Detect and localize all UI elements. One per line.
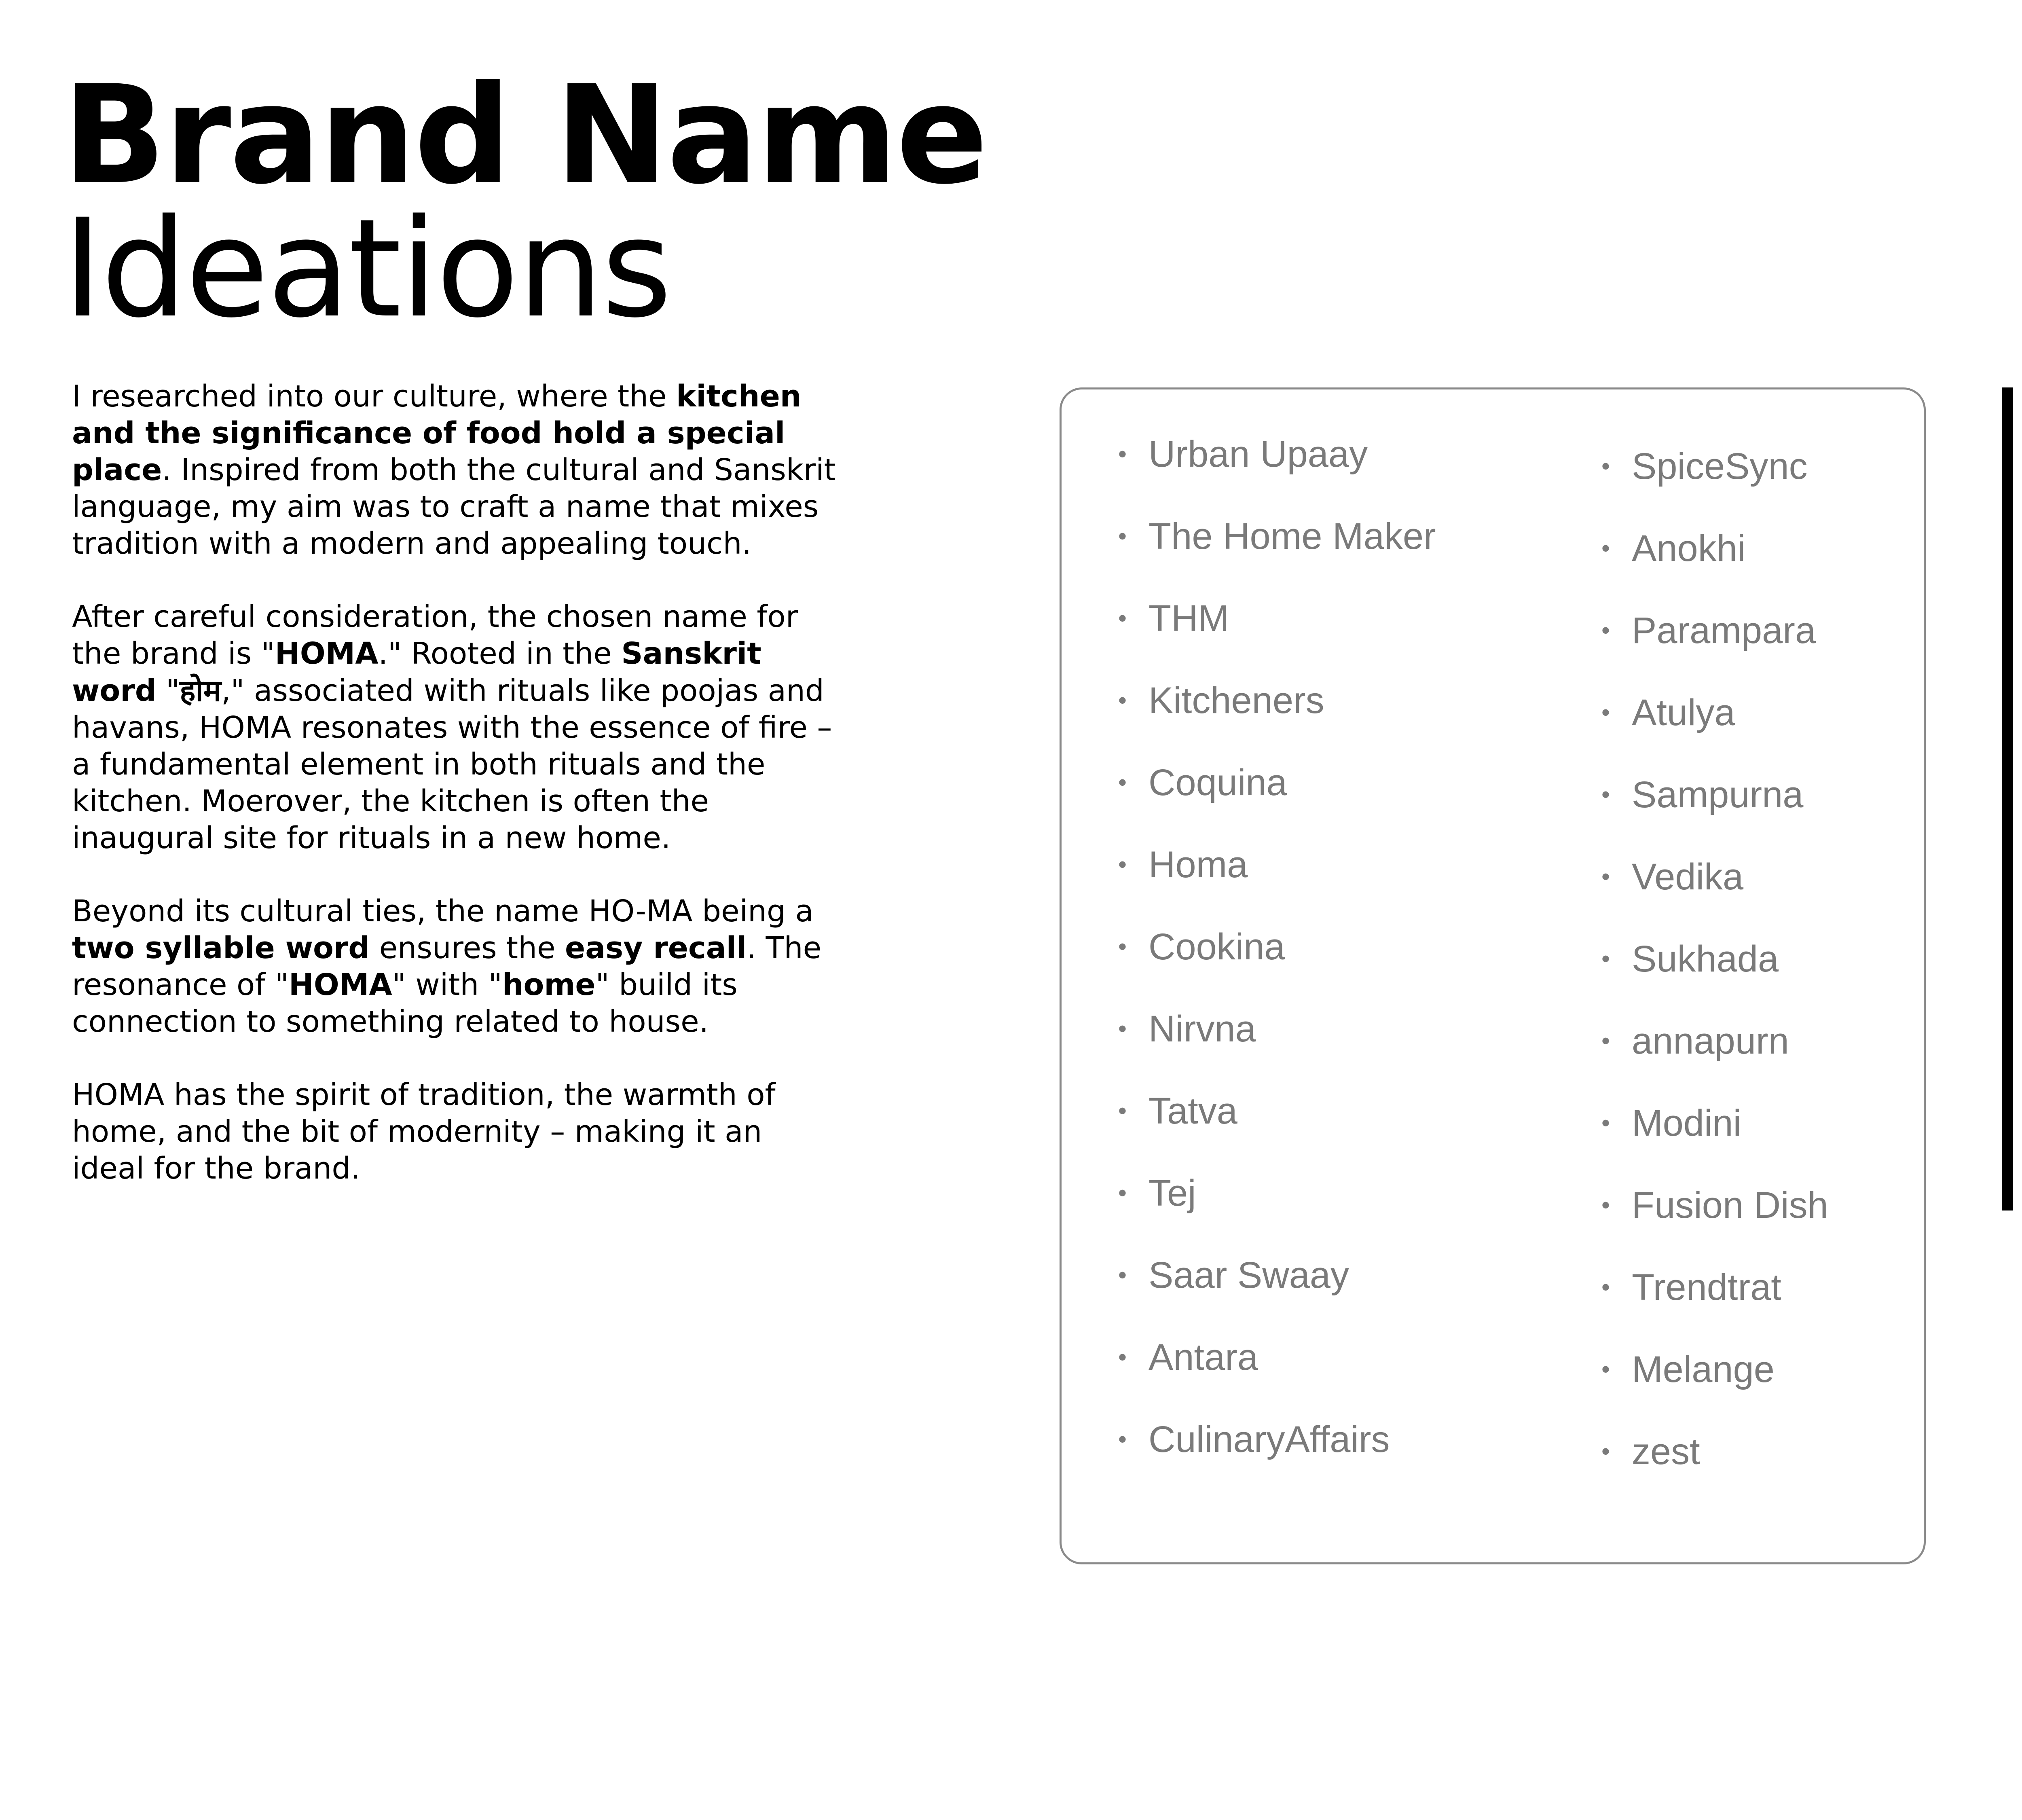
bold-run: two syllable word — [72, 931, 370, 965]
bullet-icon: • — [1601, 945, 1610, 972]
bold-run: easy recall — [565, 931, 747, 965]
bullet-icon: • — [1601, 1109, 1610, 1136]
bullet-icon: • — [1601, 781, 1610, 808]
name-label: Antara — [1148, 1337, 1258, 1378]
description-paragraph-1 — [72, 378, 840, 562]
bold-run: HOMA — [288, 967, 392, 1002]
bullet-icon: • — [1601, 1027, 1610, 1054]
bullet-icon: • — [1601, 1356, 1610, 1383]
name-label: Nirvna — [1148, 1008, 1256, 1050]
name-list-item — [1601, 1019, 1828, 1101]
name-label: Fusion Dish — [1632, 1185, 1828, 1226]
name-label: Parampara — [1632, 610, 1816, 651]
name-list-item — [1601, 526, 1828, 608]
name-label: annapurn — [1632, 1020, 1789, 1062]
bullet-icon: • — [1601, 863, 1610, 890]
bullet-icon: • — [1118, 1097, 1127, 1124]
name-label: Cookina — [1148, 926, 1285, 967]
name-list-item — [1601, 1347, 1828, 1429]
bullet-icon: • — [1601, 699, 1610, 726]
name-list-item — [1118, 1007, 1436, 1089]
name-list-item — [1118, 1253, 1436, 1335]
name-label: Tej — [1148, 1172, 1196, 1214]
text-run: . The resonance of " — [72, 931, 822, 1002]
bullet-icon: • — [1118, 769, 1127, 796]
name-label: Trendtrat — [1632, 1267, 1781, 1308]
bullet-icon: • — [1118, 1426, 1127, 1453]
description-text — [72, 378, 840, 1223]
text-run: ," associated with rituals like poojas and havans, HOMA resonates with the essence of fire – a fundamental element in both rituals and the kitchen. Moerover, the kitchen is often the inaugural site for rituals in a new home. — [72, 673, 832, 855]
name-label: Anokhi — [1632, 528, 1746, 569]
name-label: Modini — [1632, 1103, 1742, 1144]
bullet-icon: • — [1118, 933, 1127, 960]
name-label: zest — [1632, 1431, 1700, 1472]
name-label: Sukhada — [1632, 938, 1779, 980]
text-run: " — [156, 673, 180, 708]
bold-run: home — [502, 967, 596, 1002]
title-line-brand-name: Brand Name — [63, 57, 987, 214]
name-list-left — [1118, 432, 1436, 1499]
name-list-item — [1601, 690, 1828, 772]
name-list-item — [1118, 760, 1436, 842]
bullet-icon: • — [1118, 523, 1127, 550]
name-label: Vedika — [1632, 856, 1744, 897]
text-run: I researched into our culture, where the — [72, 379, 677, 414]
name-label: Saar Swaay — [1148, 1255, 1349, 1296]
bullet-icon: • — [1118, 687, 1127, 714]
name-list-item — [1118, 678, 1436, 760]
name-list-right — [1601, 444, 1828, 1511]
name-label: Tatva — [1148, 1090, 1237, 1132]
bullet-icon: • — [1601, 1438, 1610, 1465]
name-label: Coquina — [1148, 762, 1287, 803]
text-run: ." Rooted in the — [378, 636, 622, 671]
bullet-icon: • — [1118, 605, 1127, 632]
text-run: After careful consideration, the chosen name for the brand is " — [72, 599, 798, 671]
name-list-item — [1118, 1417, 1436, 1499]
name-list-item — [1118, 925, 1436, 1007]
name-list-item — [1601, 444, 1828, 526]
name-label: Homa — [1148, 844, 1248, 885]
text-run: ensures the — [370, 931, 565, 965]
bullet-icon: • — [1118, 1179, 1127, 1206]
name-label: Urban Upaay — [1148, 434, 1368, 475]
text-run: . Inspired from both the cultural and Sanskrit language, my aim was to craft a name that mixes tradition with a modern and appealing touch. — [72, 453, 836, 561]
name-label: The Home Maker — [1148, 516, 1436, 557]
name-list-item — [1601, 855, 1828, 937]
name-label: Melange — [1632, 1349, 1775, 1390]
name-list-item — [1118, 514, 1436, 596]
name-list-item — [1118, 1089, 1436, 1171]
page-title — [63, 57, 987, 348]
bold-run: Sanskrit word — [72, 636, 761, 708]
text-run: " build its connection to something related to house. — [72, 967, 738, 1039]
bold-run: HOMA — [275, 636, 379, 671]
bullet-icon: • — [1601, 535, 1610, 562]
sanskrit-word: होम — [180, 674, 221, 707]
bullet-icon: • — [1118, 1015, 1127, 1042]
vertical-divider — [2002, 387, 2013, 1211]
title-line-ideations: Ideations — [63, 190, 671, 348]
name-list-item — [1118, 432, 1436, 514]
name-list-item — [1601, 1183, 1828, 1265]
bullet-icon: • — [1601, 1191, 1610, 1219]
name-list-item — [1601, 608, 1828, 690]
bullet-icon: • — [1601, 453, 1610, 480]
name-label: Atulya — [1632, 692, 1735, 733]
name-list-item — [1118, 842, 1436, 925]
name-label: SpiceSync — [1632, 446, 1808, 487]
bold-run: kitchen and the significance of food hold a special place — [72, 379, 802, 487]
name-list-item — [1601, 772, 1828, 855]
name-ideas-box — [1060, 387, 1926, 1564]
description-paragraph-2 — [72, 599, 840, 857]
name-label: THM — [1148, 598, 1229, 639]
name-list-item — [1601, 1101, 1828, 1183]
name-list-item — [1601, 1429, 1828, 1511]
bullet-icon: • — [1118, 440, 1127, 468]
name-list-item — [1118, 1335, 1436, 1417]
bullet-icon: • — [1601, 617, 1610, 644]
text-run: Beyond its cultural ties, the name HO-MA being a — [72, 894, 814, 929]
text-run: " with " — [392, 967, 502, 1002]
text-run: HOMA has the spirit of tradition, the warmth of home, and the bit of modernity – making it an ideal for the brand. — [72, 1077, 776, 1186]
bullet-icon: • — [1118, 1261, 1127, 1289]
description-paragraph-3 — [72, 893, 840, 1040]
bullet-icon: • — [1118, 851, 1127, 878]
description-paragraph-4 — [72, 1077, 840, 1187]
name-list-item — [1601, 1265, 1828, 1347]
name-list-item — [1601, 937, 1828, 1019]
name-label: Sampurna — [1632, 774, 1804, 815]
name-label: Kitcheners — [1148, 680, 1324, 721]
name-label: CulinaryAffairs — [1148, 1419, 1390, 1460]
bullet-icon: • — [1601, 1274, 1610, 1301]
bullet-icon: • — [1118, 1344, 1127, 1371]
name-list-item — [1118, 1171, 1436, 1253]
name-list-item — [1118, 596, 1436, 678]
